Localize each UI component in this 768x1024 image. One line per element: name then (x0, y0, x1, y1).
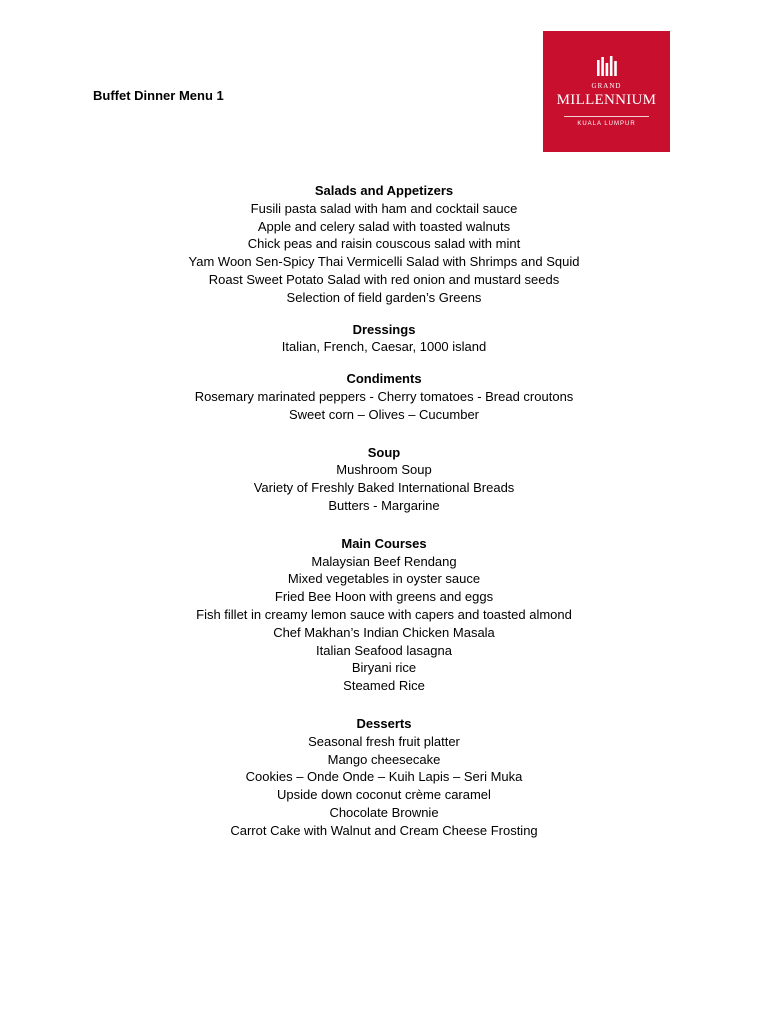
section-title: Condiments (346, 371, 422, 387)
menu-item: Selection of field garden’s Greens (286, 289, 482, 305)
menu-item: Italian, French, Caesar, 1000 island (281, 339, 487, 355)
menu-item: Chick peas and raisin couscous salad with mint (247, 236, 521, 252)
grand-millennium-logo (543, 31, 670, 152)
logo-divider (564, 116, 649, 117)
section-title: Main Courses (341, 535, 427, 551)
logo-line-grand: GRAND (591, 82, 622, 90)
menu-item: Chef Makhan’s Indian Chicken Masala (273, 624, 495, 640)
menu-item: Rosemary marinated peppers - Cherry tomatoes - Bread croutons (194, 388, 574, 404)
menu-item: Biryani rice (351, 660, 417, 676)
document-title: Buffet Dinner Menu 1 (93, 88, 224, 103)
menu-item: Malaysian Beef Rendang (311, 553, 457, 569)
section-title: Desserts (356, 715, 412, 731)
menu-item: Italian Seafood lasagna (316, 642, 452, 658)
menu-item: Sweet corn – Olives – Cucumber (288, 406, 480, 422)
menu-item: Yam Woon Sen-Spicy Thai Vermicelli Salad with Shrimps and Squid (188, 254, 580, 270)
menu-section-desserts (100, 715, 668, 840)
menu-section-salads (100, 182, 668, 307)
logo-bars-icon (597, 56, 617, 76)
logo-line-millennium: MILLENNIUM (556, 92, 657, 108)
menu-item: Mango cheesecake (327, 751, 441, 767)
menu-item: Fish fillet in creamy lemon sauce with capers and toasted almond (196, 606, 572, 622)
menu-item: Mixed vegetables in oyster sauce (287, 571, 481, 587)
menu-item: Fried Bee Hoon with greens and eggs (274, 589, 494, 605)
menu-item: Steamed Rice (343, 678, 425, 694)
menu-item: Cookies – Onde Onde – Kuih Lapis – Seri Muka (245, 769, 523, 785)
menu-item: Carrot Cake with Walnut and Cream Cheese Frosting (230, 822, 538, 838)
menu-section-soup (100, 444, 668, 515)
menu-item: Upside down coconut crème caramel (277, 787, 491, 803)
menu-item: Variety of Freshly Baked International Breads (253, 480, 515, 496)
menu-item: Mushroom Soup (336, 462, 432, 478)
menu-item: Seasonal fresh fruit platter (308, 733, 460, 749)
menu-item: Chocolate Brownie (329, 804, 439, 820)
menu-item: Butters - Margarine (328, 497, 440, 513)
menu-section-condiments (100, 370, 668, 423)
logo-line-city: KUALA LUMPUR (577, 121, 636, 127)
section-title: Dressings (352, 321, 416, 337)
menu-item: Apple and celery salad with toasted walnuts (257, 218, 511, 234)
menu-item: Fusili pasta salad with ham and cocktail sauce (250, 200, 518, 216)
menu-section-dressings (100, 321, 668, 357)
section-title: Soup (367, 444, 401, 460)
menu-body (100, 182, 668, 840)
section-title: Salads and Appetizers (314, 183, 454, 198)
menu-section-main-courses (100, 535, 668, 695)
menu-item: Roast Sweet Potato Salad with red onion and mustard seeds (208, 271, 560, 287)
